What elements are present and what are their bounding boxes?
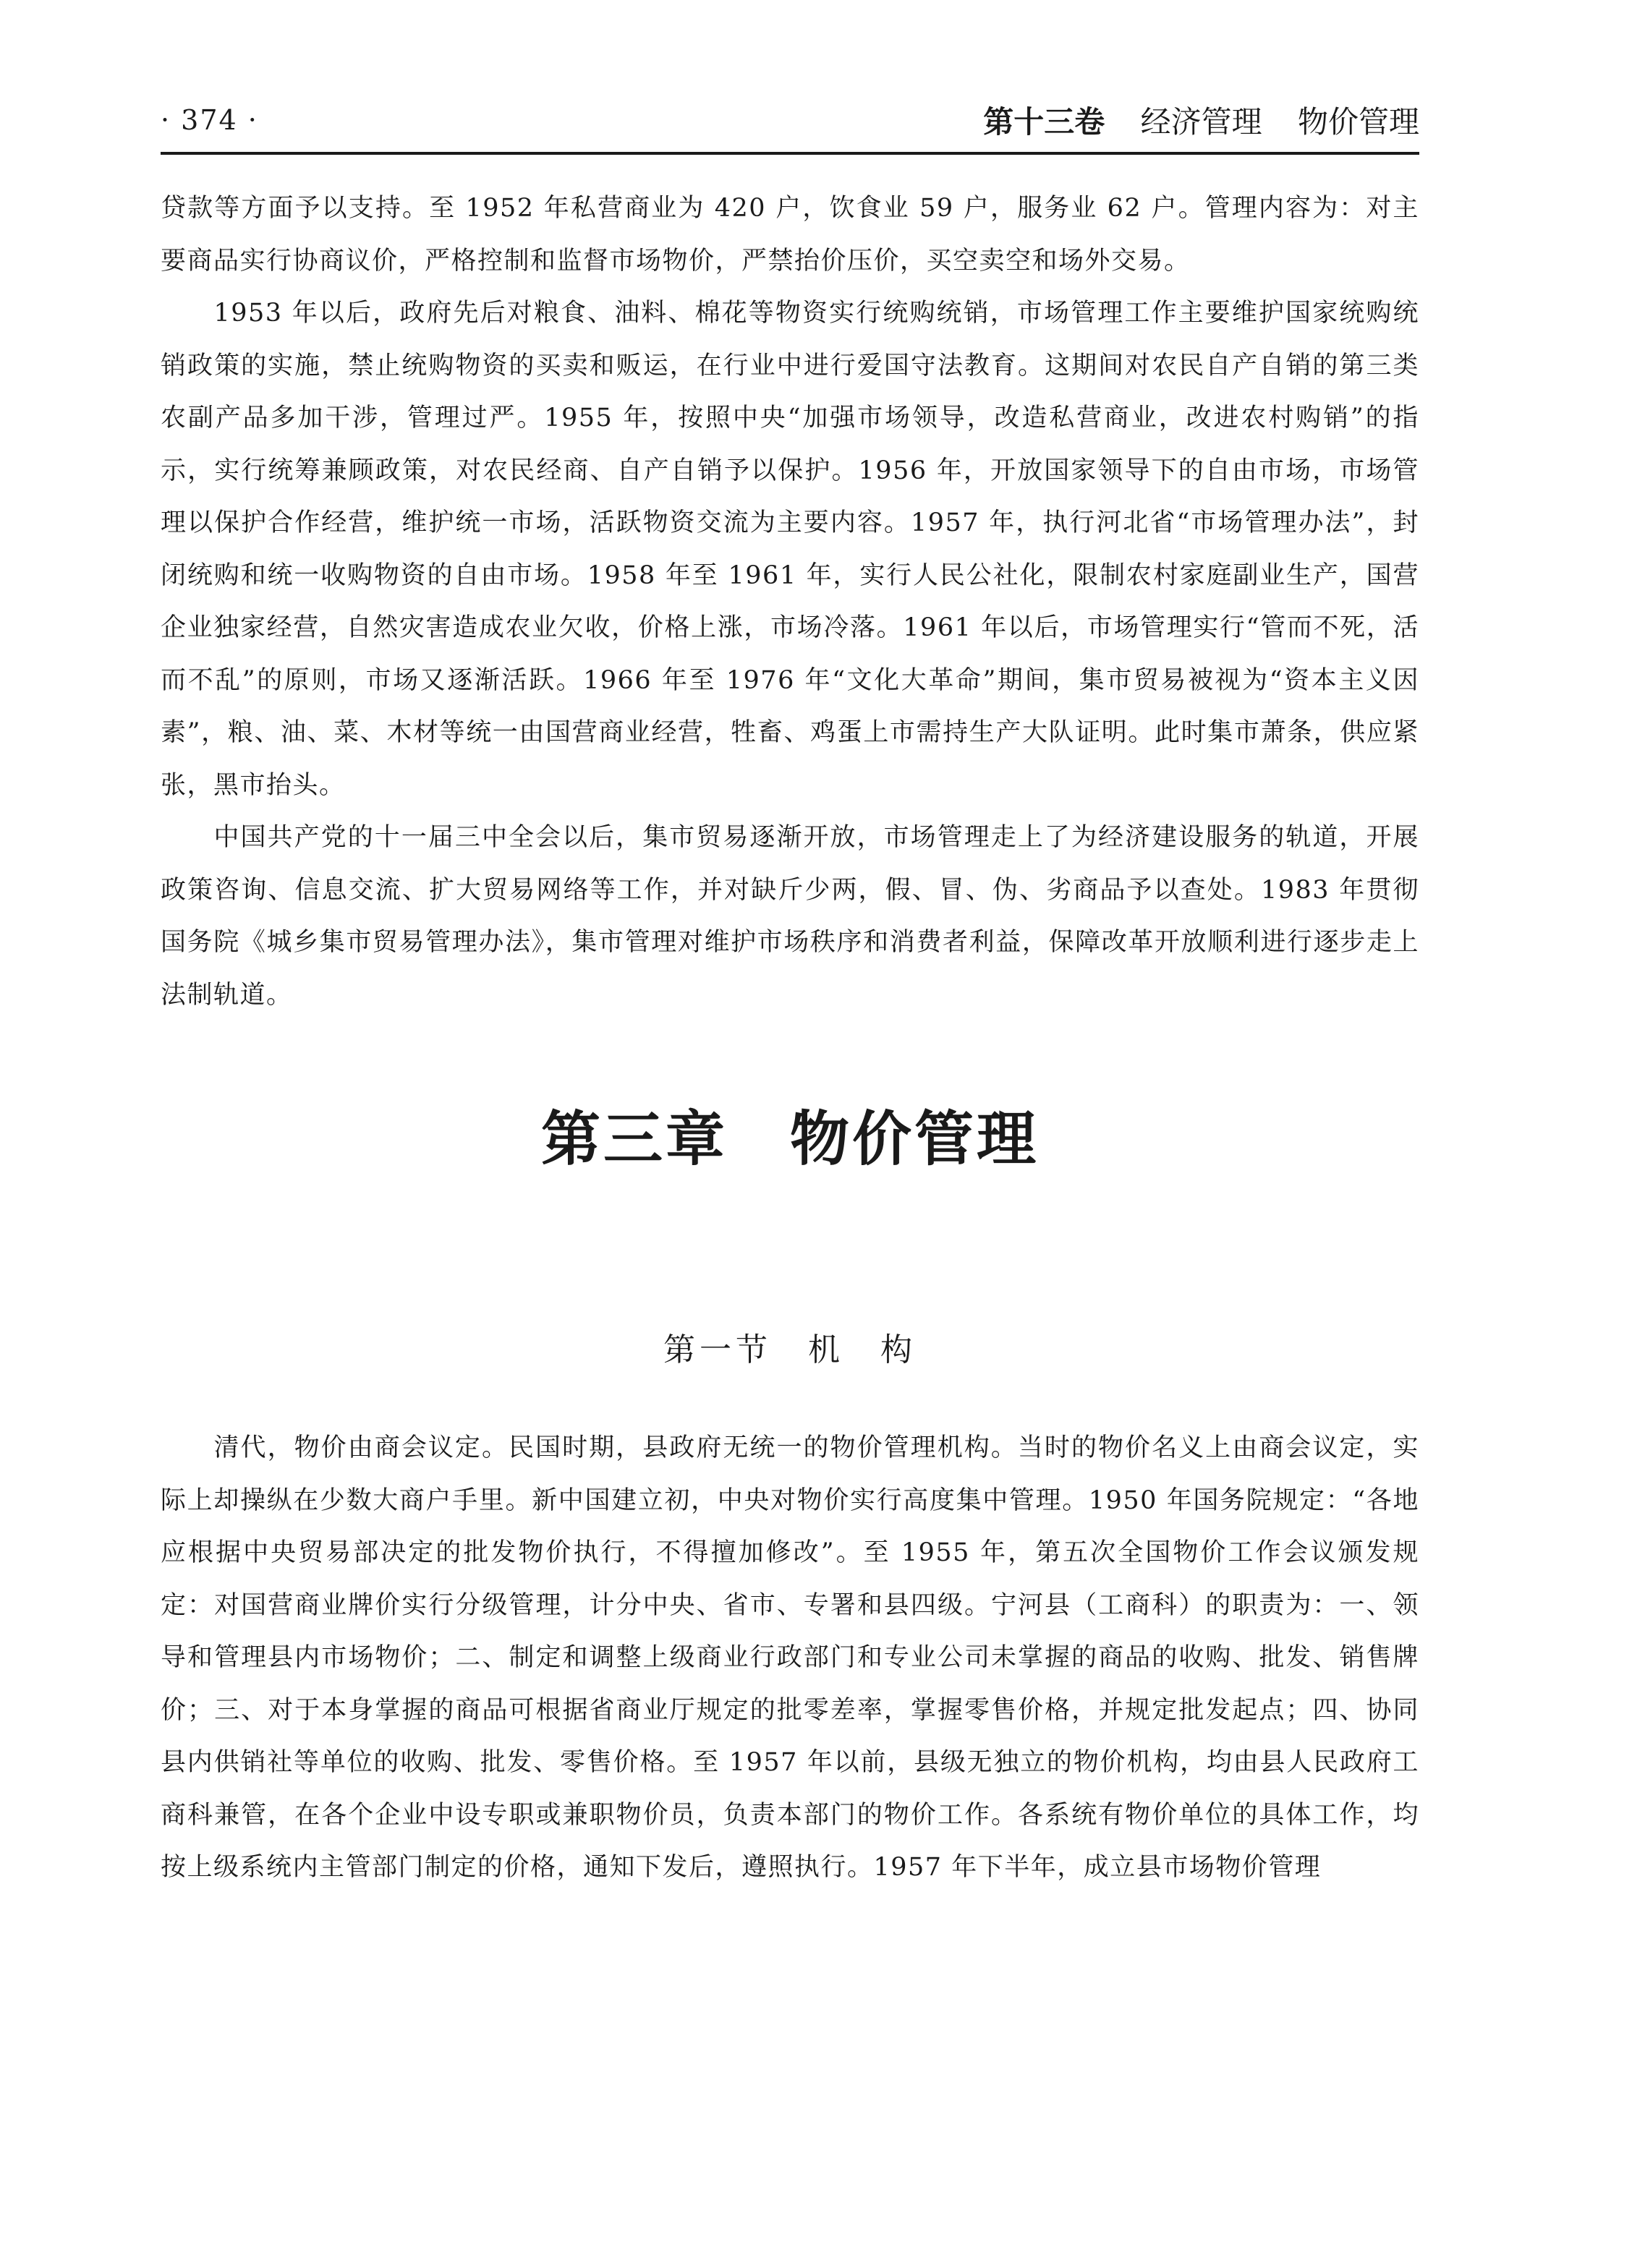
running-header <box>161 98 1419 149</box>
header-title <box>983 98 1419 142</box>
header-section-economy: 经济管理 <box>1140 104 1262 140</box>
section-title: 第一节 机 构 <box>663 1331 917 1368</box>
paragraph: 清代，物价由商会议定。民国时期，县政府无统一的物价管理机构。当时的物价名义上由商会议定，实际上却操纵在少数大商户手里。新中国建立初，中央对物价实行高度集中管理。1950 年国务院规定：“各地应根据中央贸易部决定的批发物价执行，不得擅加修改”。至 1955 年，第五次全国物价工作会议颁发规定：对国营商业牌价实行分级管理，计分中央、省市、专署和县四级。宁河县（工商科）的职责为：一、领导和管理县内市场物价；二、制定和调整上级商业行政部门和专业公司未掌握的商品的收购、批发、销售牌价；三、对于本身掌握的商品可根据省商业厅规定的批零差率，掌握零售价格，并规定批发起点；四、协同县内供销社等单位的收购、批发、零售价格。至 1957 年以前，县级无独立的物价机构，均由县人民政府工商科兼管，在各个企业中设专职或兼职物价员，负责本部门的物价工作。各系统有物价单位的具体工作，均按上级系统内主管部门制定的价格，通知下发后，遵照执行。1957 年下半年，成立县市场物价管理 <box>161 1433 1419 1882</box>
paragraph: 贷款等方面予以支持。至 1952 年私营商业为 420 户，饮食业 59 户，服务业 62 户。管理内容为：对主要商品实行协商议价，严格控制和监督市场物价，严禁抬价压价，买空卖空和场外交易。 <box>161 194 1419 276</box>
chapter-title: 第三章 物价管理 <box>540 1105 1039 1174</box>
body-text-bottom <box>161 1422 1419 1894</box>
paragraph: 中国共产党的十一届三中全会以后，集市贸易逐渐开放，市场管理走上了为经济建设服务的轨道，开展政策咨询、信息交流、扩大贸易网络等工作，并对缺斤少两，假、冒、伪、劣商品予以查处。1983 年贯彻国务院《城乡集市贸易管理办法》，集市管理对维护市场秩序和消费者利益，保障改革开放顺利进行逐步走上法制轨道。 <box>161 823 1419 1010</box>
paragraph: 1953 年以后，政府先后对粮食、油料、棉花等物资实行统购统销，市场管理工作主要维护国家统购统销政策的实施，禁止统购物资的买卖和贩运，在行业中进行爱国守法教育。这期间对农民自产自销的第三类农副产品多加干涉，管理过严。1955 年，按照中央“加强市场领导，改造私营商业，改进农村购销”的指示，实行统筹兼顾政策，对农民经商、自产自销予以保护。1956 年，开放国家领导下的自由市场，市场管理以保护合作经营，维护统一市场，活跃物资交流为主要内容。1957 年，执行河北省“市场管理办法”，封闭统购和统一收购物资的自由市场。1958 年至 1961 年，实行人民公社化，限制农村家庭副业生产，国营企业独家经营，自然灾害造成农业欠收，价格上涨，市场冷落。1961 年以后，市场管理实行“管而不死，活而不乱”的原则，市场又逐渐活跃。1966 年至 1976 年“文化大革命”期间，集市贸易被视为“资本主义因素”，粮、油、菜、木材等统一由国营商业经营，牲畜、鸡蛋上市需持生产大队证明。此时集市萧条，供应紧张，黑市抬头。 <box>161 299 1419 800</box>
header-section-prices: 物价管理 <box>1297 104 1419 140</box>
header-rule <box>161 152 1419 155</box>
page-number: · 374 · <box>161 104 258 136</box>
body-text-top <box>161 182 1419 1021</box>
header-volume: 第十三卷 <box>983 104 1105 140</box>
